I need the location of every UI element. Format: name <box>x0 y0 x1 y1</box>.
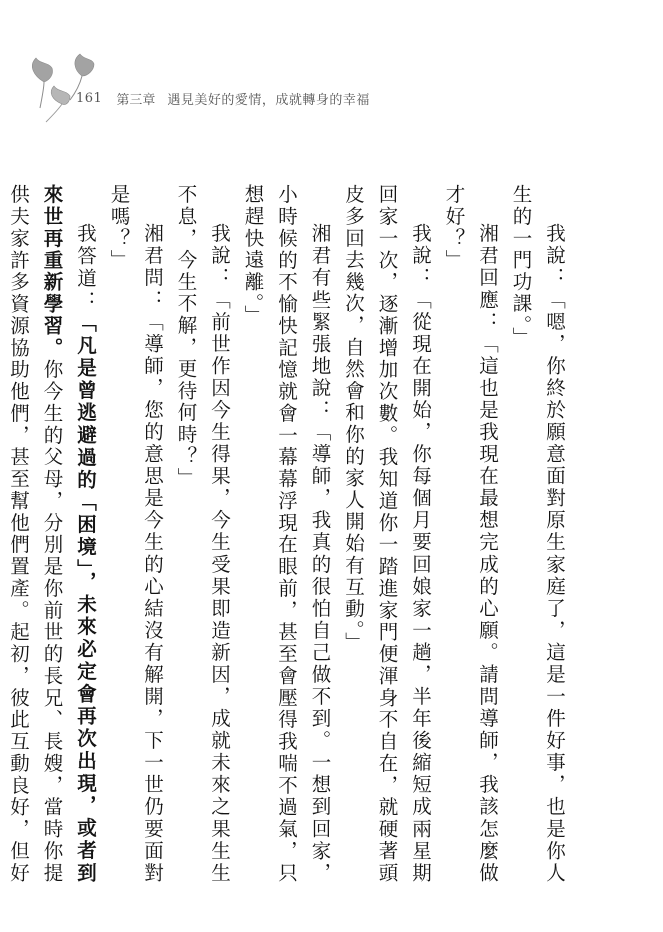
paragraph-7-emphasis: 「凡是曾逃避過的「困境」，未來必定會再次出現，或者到來世再重新學習。 <box>40 184 97 884</box>
paragraph-6: 湘君問：「導師，您的意思是今生的心結沒有解開，下一世仍要面對是嗎？」 <box>107 184 164 884</box>
vertical-body-text <box>0 184 571 884</box>
paragraph-1: 我說：「嗯，你終於願意面對原生家庭了，這是一件好事，也是你人生的一門功課。」 <box>509 184 566 884</box>
page-number: 161 <box>76 90 103 106</box>
paragraph-7-lead: 我答道： <box>74 223 97 313</box>
paragraph-7-rest: 你今生的父母，分別是你前世的長兄、長嫂，當時你提供夫家許多資源協助他們，甚至幫他們置產。起初，彼此互動良好，但好 <box>7 184 64 885</box>
paragraph-7 <box>0 184 102 884</box>
paragraph-4: 湘君有些緊張地說：「導師，我真的很怕自己做不到。一想到回家，小時候的不愉快記憶就會一幕幕浮現在眼前，甚至會壓得我喘不過氣，只想趕快遠離。」 <box>241 184 332 884</box>
running-header <box>76 88 370 108</box>
paragraph-2: 湘君回應：「這也是我現在最想完成的心願。請問導師，我該怎麼做才好？」 <box>442 184 499 884</box>
paragraph-3: 我說：「從現在開始，你每個月要回娘家一趟，半年後縮短成兩星期回家一次，逐漸增加次數。我知道你一踏進家門便渾身不自在，就硬著頭皮多回去幾次，自然會和你的家人開始有互動。」 <box>342 184 432 884</box>
paragraph-5: 我說：「前世作因今生得果，今生受果即造新因，成就未來之果生生不息，今生不解，更待何時？」 <box>174 184 231 884</box>
chapter-label: 第三章 <box>116 92 156 108</box>
chapter-title: 遇見美好的愛情，成就轉身的幸福 <box>167 92 370 108</box>
